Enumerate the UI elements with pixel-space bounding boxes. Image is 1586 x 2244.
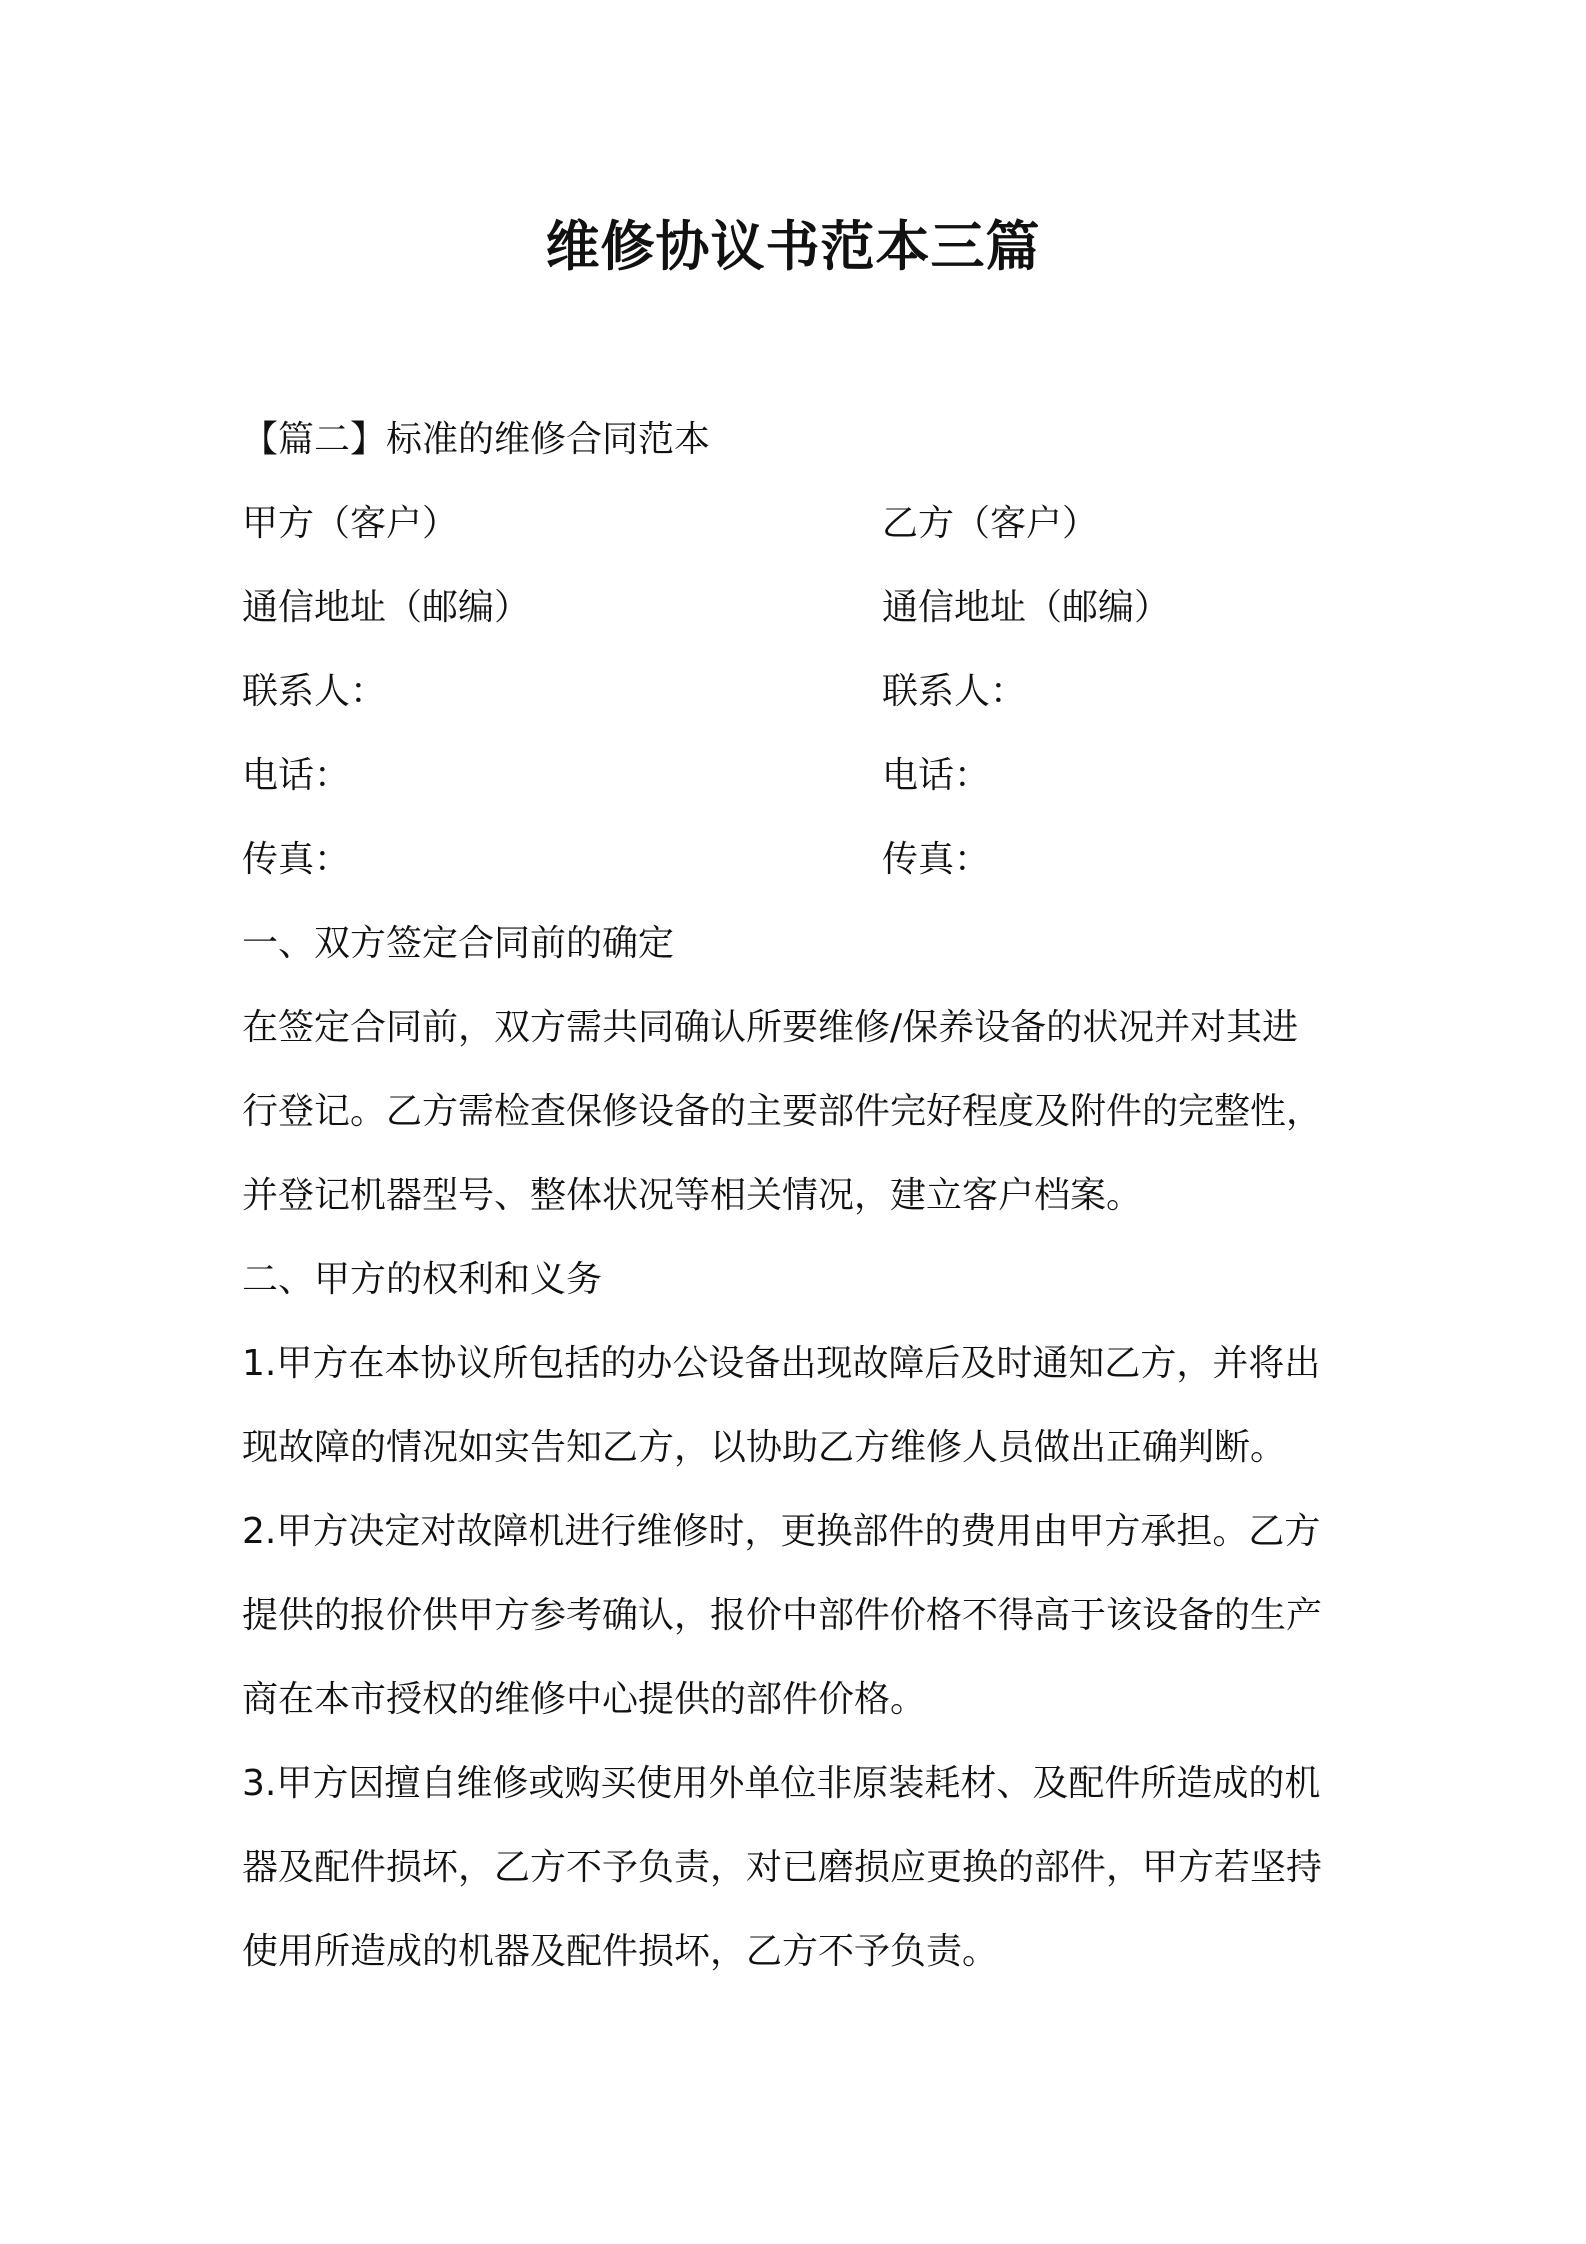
party-a-address-label: 通信地址（邮编）	[242, 587, 531, 628]
item-1-line: 现故障的情况如实告知乙方，以协助乙方维修人员做出正确判断。	[242, 1427, 1287, 1468]
document-title: 维修协议书范本三篇	[545, 215, 1041, 278]
item-2-line: 商在本市授权的维修中心提供的部件价格。	[242, 1679, 927, 1720]
party-b-phone-label: 电话：	[882, 755, 991, 796]
clause-1-heading: 一、双方签定合同前的确定	[242, 923, 675, 964]
clause-1-line: 行登记。乙方需检查保修设备的主要部件完好程度及附件的完整性，	[242, 1091, 1323, 1132]
item-1-line: 1.甲方在本协议所包括的办公设备出现故障后及时通知乙方，并将出	[242, 1343, 1321, 1384]
item-2-line: 2.甲方决定对故障机进行维修时，更换部件的费用由甲方承担。乙方	[242, 1511, 1321, 1552]
party-a-name-label: 甲方（客户）	[242, 503, 459, 544]
item-3-line: 3.甲方因擅自维修或购买使用外单位非原装耗材、及配件所造成的机	[242, 1763, 1321, 1804]
item-3-line: 使用所造成的机器及配件损坏，乙方不予负责。	[242, 1931, 999, 1972]
party-b-address-label: 通信地址（邮编）	[882, 587, 1171, 628]
party-row-contact	[242, 650, 1352, 734]
clause-1-line: 并登记机器型号、整体状况等相关情况，建立客户档案。	[242, 1175, 1143, 1216]
clause-1-line: 在签定合同前，双方需共同确认所要维修/保养设备的状况并对其进	[242, 1007, 1299, 1048]
party-row-fax	[242, 818, 1352, 902]
party-a-fax-label: 传真：	[242, 839, 351, 880]
party-b-name-label: 乙方（客户）	[882, 503, 1099, 544]
party-row-phone	[242, 734, 1352, 818]
clause-2-heading: 二、甲方的权利和义务	[242, 1259, 603, 1300]
party-row-name	[242, 482, 1352, 566]
item-3-line: 器及配件损坏，乙方不予负责，对已磨损应更换的部件，甲方若坚持	[242, 1847, 1323, 1888]
party-a-contact-label: 联系人：	[242, 671, 387, 712]
section-heading: 【篇二】标准的维修合同范本	[242, 419, 711, 460]
party-b-fax-label: 传真：	[882, 839, 991, 880]
party-b-contact-label: 联系人：	[882, 671, 1027, 712]
party-a-phone-label: 电话：	[242, 755, 351, 796]
item-2-line: 提供的报价供甲方参考确认，报价中部件价格不得高于该设备的生产	[242, 1595, 1323, 1636]
party-row-address	[242, 566, 1352, 650]
document-body	[242, 398, 1352, 1994]
